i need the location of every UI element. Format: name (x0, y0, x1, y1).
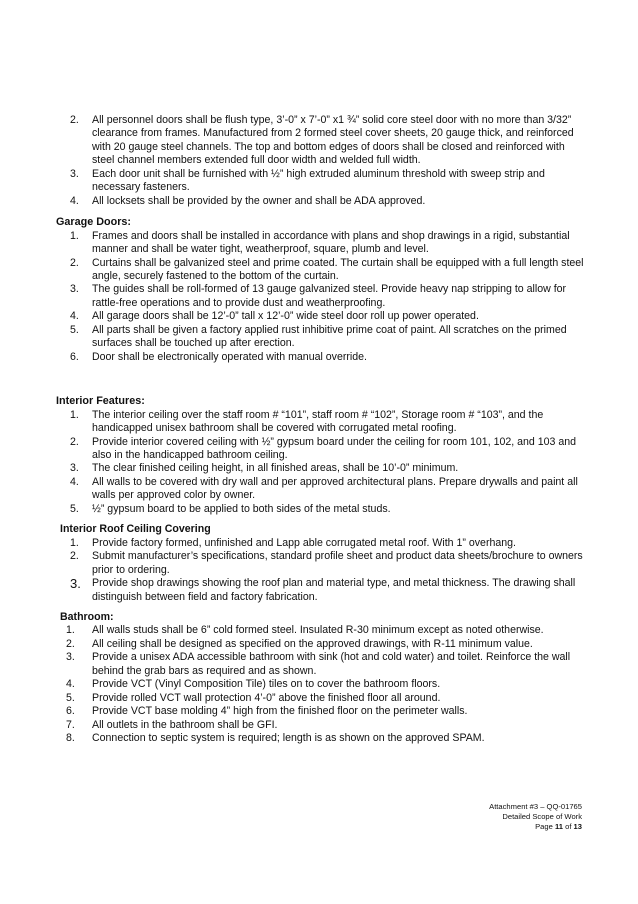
list-item (56, 577, 586, 604)
list-item (56, 168, 586, 195)
item-text: Connection to septic system is required; length is as shown on the approved SPAM. (92, 732, 485, 745)
list-item (56, 719, 586, 732)
item-number: 4. (70, 310, 79, 323)
item-number: 2. (70, 114, 79, 126)
item-text: All walls to be covered with dry wall and per approved architectural plans. Prepare drywalls and paint all walls per approved color by owner. (92, 475, 578, 502)
list-item (56, 624, 586, 637)
list-item (56, 503, 586, 516)
item-number: 7. (66, 718, 75, 731)
item-text: Submit manufacturer’s specifications, standard profile sheet and product data sheets/brochure to owners prior to ordering. (92, 550, 583, 576)
personnel-doors-list (56, 114, 586, 208)
item-text: The guides shall be roll-formed of 13 gauge galvanized steel. Provide heavy nap stripping to allow for rattle-free operations and to provide dust and weatherproofing. (92, 283, 567, 309)
garage-doors-list (56, 230, 586, 365)
page-total: 13 (573, 822, 582, 831)
item-number: 3. (70, 167, 79, 180)
interior-features-list (56, 409, 586, 517)
item-number: 2. (70, 550, 79, 563)
item-number: 2. (70, 256, 79, 269)
item-number: 1. (70, 229, 79, 242)
list-item (56, 257, 586, 284)
item-number: 4. (66, 678, 75, 691)
item-text: Provide interior covered ceiling with ½” gypsum board under the ceiling for room 101, 102, and 103 and also in the handicapped bathroom ceiling. (92, 435, 577, 461)
item-text: Provide factory formed, unfinished and Lapp able corrugated metal roof. With 1” overhang. (92, 536, 516, 549)
item-text: Door shall be electronically operated with manual override. (92, 350, 367, 363)
document-subtitle: Detailed Scope of Work (502, 812, 582, 821)
list-item (56, 230, 586, 257)
item-number: 3. (70, 462, 79, 475)
item-number: 5. (70, 502, 79, 515)
item-number: 4. (70, 475, 79, 488)
item-text: All locksets shall be provided by the owner and shall be ADA approved. (92, 194, 426, 207)
item-number: 1. (70, 408, 79, 421)
list-item (56, 537, 586, 550)
item-number: 3. (70, 576, 81, 592)
item-text: Provide VCT base molding 4” high from the finished floor on the perimeter walls. (92, 705, 468, 718)
list-item (56, 462, 586, 475)
list-item (56, 436, 586, 463)
item-number: 2. (70, 435, 79, 448)
item-text: ½” gypsum board to be applied to both sides of the metal studs. (92, 502, 391, 515)
list-item (56, 283, 586, 310)
interior-features-heading: Interior Features: (56, 395, 145, 408)
list-item (56, 638, 586, 651)
item-text: Each door unit shall be furnished with ½” high extruded aluminum threshold with sweep strip and necessary fasteners. (92, 167, 545, 194)
item-number: 3. (66, 651, 75, 664)
item-number: 3. (70, 283, 79, 296)
item-number: 1. (66, 624, 75, 637)
item-text: Provide VCT (Vinyl Composition Tile) tiles on to cover the bathroom floors. (92, 678, 441, 691)
list-item (56, 351, 586, 364)
item-text: All parts shall be given a factory applied rust inhibitive prime coat of paint. All scratches on the primed surfaces shall be touched up after erection. (92, 323, 567, 350)
page-indicator (489, 822, 582, 832)
page-number: 11 (554, 822, 563, 831)
page-footer (489, 802, 582, 832)
list-item (56, 651, 586, 678)
scope-of-work-content (56, 114, 586, 745)
item-text: Provide rolled VCT wall protection 4’-0” above the finished floor all around. (92, 691, 441, 704)
list-item (56, 678, 586, 691)
list-item (56, 476, 586, 503)
item-number: 5. (66, 691, 75, 704)
item-number: 1. (70, 536, 79, 549)
list-item (56, 705, 586, 718)
item-number: 6. (70, 350, 79, 363)
item-text: All walls studs shall be 6” cold formed steel. Insulated R-30 minimum except as noted otherwise. (92, 624, 544, 637)
page-label: Page (535, 822, 555, 831)
roof-ceiling-heading: Interior Roof Ceiling Covering (60, 523, 211, 536)
list-item (56, 324, 586, 351)
garage-doors-heading: Garage Doors: (56, 216, 131, 229)
item-text: All personnel doors shall be flush type, 3’-0” x 7’-0” x1 ¾” solid core steel door with no more than 3/32” clearance from frames. Manufactured from 2 formed steel cover sheets, 20 gauge thick, and reinforced with 20 gauge steel channels. The top and bottom edges of doors shall be closed and reinforced with steel channel members extended full door width and welded full width. (92, 114, 574, 167)
bathroom-heading: Bathroom: (60, 610, 114, 623)
item-text: All outlets in the bathroom shall be GFI. (92, 718, 278, 731)
list-item (56, 692, 586, 705)
of-label: of (562, 822, 574, 831)
list-item (56, 195, 586, 208)
list-item (56, 310, 586, 323)
item-text: All ceiling shall be designed as specified on the approved drawings, with R-11 minimum value. (92, 637, 533, 650)
list-item (56, 114, 586, 168)
roof-ceiling-list (56, 537, 586, 604)
item-text: Provide a unisex ADA accessible bathroom with sink (hot and cold water) and toilet. Reinforce the wall behind the grab bars as required and as shown. (92, 651, 571, 677)
item-text: Provide shop drawings showing the roof plan and material type, and metal thickness. The drawing shall distinguish between field and factory fabrication. (92, 577, 576, 603)
item-number: 2. (66, 637, 75, 650)
bathroom-list (56, 624, 586, 745)
attachment-label: Attachment #3 – QQ-01765 (489, 802, 582, 811)
list-item (56, 409, 586, 436)
list-item (56, 550, 586, 577)
item-text: Frames and doors shall be installed in accordance with plans and shop drawings in a rigid, substantial manner and shall be water tight, weatherproof, square, plumb and level. (92, 229, 570, 256)
item-text: The clear finished ceiling height, in all finished areas, shall be 10’-0” minimum. (92, 462, 459, 475)
item-text: The interior ceiling over the staff room # “101”, staff room # “102”, Storage room # “103”, and the handicapped unisex bathroom shall be covered with corrugated metal roofing. (92, 408, 544, 435)
item-number: 6. (66, 705, 75, 718)
item-number: 4. (70, 194, 79, 207)
item-number: 8. (66, 732, 75, 745)
item-number: 5. (70, 323, 79, 336)
list-item (56, 732, 586, 745)
item-text: Curtains shall be galvanized steel and prime coated. The curtain shall be equipped with a full length steel angle, securely fastened to the bottom of the curtain. (92, 256, 584, 282)
item-text: All garage doors shall be 12’-0” tall x 12’-0” wide steel door roll up power operated. (92, 310, 479, 323)
